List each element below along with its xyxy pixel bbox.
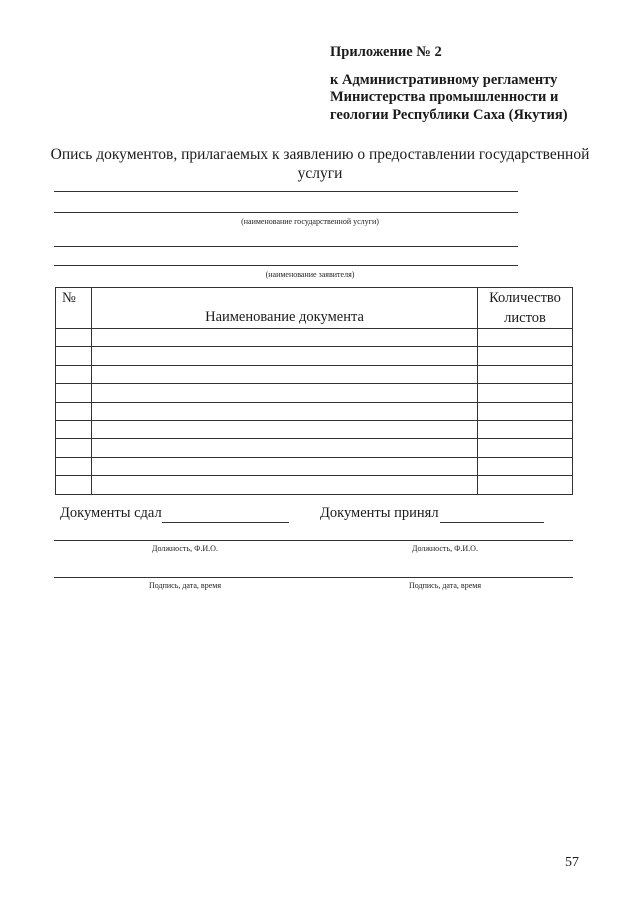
- column-header-number: №: [56, 288, 92, 329]
- column-header-sheet-count-line-2: листов: [504, 310, 546, 326]
- document-name-cell[interactable]: [92, 476, 478, 494]
- row-number-cell[interactable]: [56, 384, 92, 402]
- documents-table: [55, 287, 573, 495]
- appendix-line-3: геологии Республики Саха (Якутия): [330, 106, 568, 123]
- appendix-header: [330, 44, 630, 124]
- document-name-cell[interactable]: [92, 457, 478, 475]
- sheet-count-cell[interactable]: [478, 476, 573, 494]
- submitted-label: Документы сдал: [60, 505, 162, 521]
- submitted-signature-line[interactable]: [162, 522, 289, 523]
- table-row: [56, 329, 573, 347]
- service-field-line-2[interactable]: [54, 212, 518, 213]
- document-name-cell[interactable]: [92, 347, 478, 365]
- row-number-cell[interactable]: [56, 439, 92, 457]
- table-header-row: [56, 288, 573, 329]
- table-row: [56, 365, 573, 383]
- document-name-cell[interactable]: [92, 420, 478, 438]
- submitted-signature-caption: Подпись, дата, время: [148, 581, 221, 590]
- table-row: [56, 402, 573, 420]
- sheet-count-cell[interactable]: [478, 439, 573, 457]
- page-number: 57: [565, 855, 579, 870]
- row-number-cell[interactable]: [56, 329, 92, 347]
- service-field-line-1[interactable]: [54, 191, 518, 192]
- document-name-cell[interactable]: [92, 402, 478, 420]
- row-number-cell[interactable]: [56, 347, 92, 365]
- row-number-cell[interactable]: [56, 476, 92, 494]
- row-number-cell[interactable]: [56, 457, 92, 475]
- row-number-cell[interactable]: [56, 420, 92, 438]
- document-name-cell[interactable]: [92, 439, 478, 457]
- sheet-count-cell[interactable]: [478, 347, 573, 365]
- sheet-count-cell[interactable]: [478, 402, 573, 420]
- applicant-field-caption: (наименование заявителя): [265, 270, 355, 279]
- applicant-field-line-1[interactable]: [54, 246, 518, 247]
- document-title-line-2: услуги: [297, 165, 343, 182]
- appendix-line-2: Министерства промышленности и: [330, 89, 559, 105]
- accepted-label: Документы принял: [320, 505, 439, 521]
- sheet-count-cell[interactable]: [478, 329, 573, 347]
- table-row: [56, 439, 573, 457]
- column-header-sheet-count: [478, 288, 573, 329]
- row-number-cell[interactable]: [56, 402, 92, 420]
- signature-date-line[interactable]: [54, 577, 573, 578]
- table-row: [56, 420, 573, 438]
- sheet-count-cell[interactable]: [478, 365, 573, 383]
- accepted-signature-caption: Подпись, дата, время: [408, 581, 481, 590]
- table-row: [56, 347, 573, 365]
- table-row: [56, 457, 573, 475]
- applicant-field-line-2[interactable]: [54, 265, 518, 266]
- service-field-caption: (наименование государственной услуги): [241, 217, 379, 226]
- sheet-count-cell[interactable]: [478, 420, 573, 438]
- document-name-cell[interactable]: [92, 329, 478, 347]
- document-name-cell[interactable]: [92, 384, 478, 402]
- accepted-position-caption: Должность, Ф.И.О.: [412, 544, 478, 553]
- position-line[interactable]: [54, 540, 573, 541]
- document-title: [40, 145, 600, 183]
- appendix-title: Приложение № 2: [330, 44, 442, 60]
- table-row: [56, 476, 573, 494]
- document-title-line-1: Опись документов, прилагаемых к заявлению о предоставлении государственной: [50, 146, 590, 163]
- submitted-position-caption: Должность, Ф.И.О.: [152, 544, 218, 553]
- sheet-count-cell[interactable]: [478, 384, 573, 402]
- row-number-cell[interactable]: [56, 365, 92, 383]
- column-header-document-name: Наименование документа: [92, 288, 478, 329]
- table-row: [56, 384, 573, 402]
- column-header-sheet-count-line-1: Количество: [489, 290, 561, 306]
- accepted-signature-line[interactable]: [440, 522, 544, 523]
- sheet-count-cell[interactable]: [478, 457, 573, 475]
- document-name-cell[interactable]: [92, 365, 478, 383]
- appendix-line-1: к Административному регламенту: [330, 71, 558, 88]
